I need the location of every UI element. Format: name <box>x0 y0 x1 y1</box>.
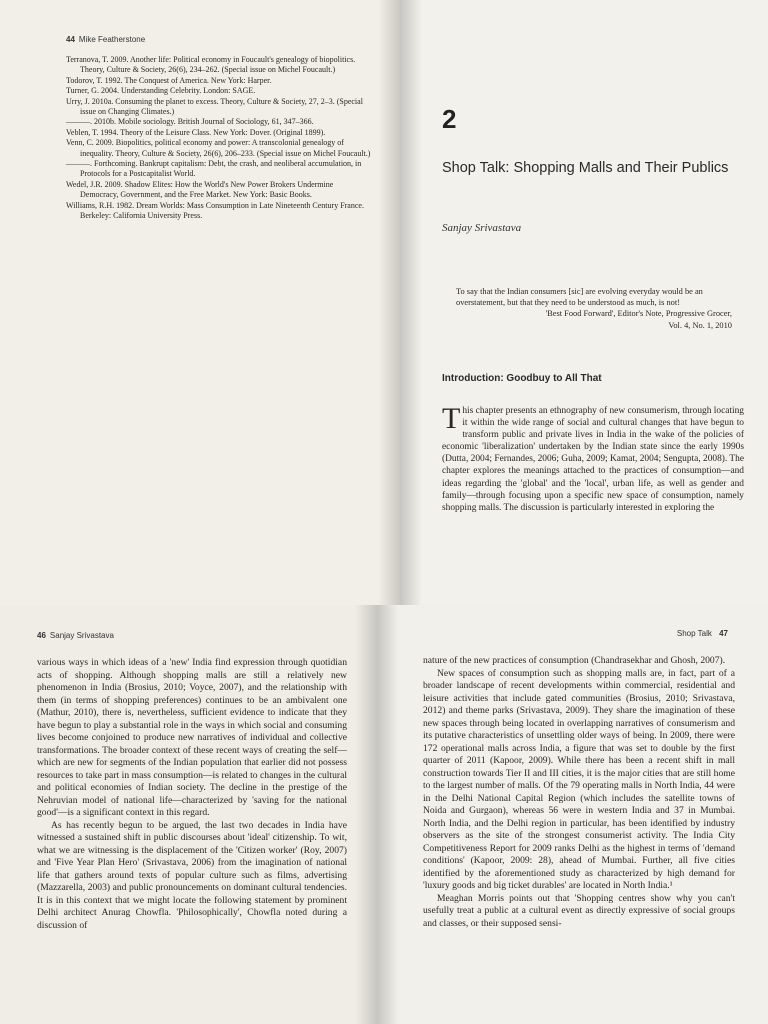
page-45 <box>400 0 768 605</box>
page-number: 47 <box>719 629 728 638</box>
paragraph: Meaghan Morris points out that 'Shopping centres show why you can't usefully treat a public at a cultural event as directly expressive of social groups and classes, or their supposed sensi- <box>423 892 735 929</box>
paragraph: various ways in which ideas of a 'new' India find expression through quotidian acts of shopping. Although shopping malls are still a relatively new phenomenon in India (Brosius, 2010; Voyce, 2007), and the relationship with them (in terms of shopping preferences) continues to be an ambivalent one (Mathur, 2010), there is, nevertheless, sufficient evidence to indicate that they have begun to play a substantial role in the ways in which social and consuming lives become conjoined to produce new narratives of individual and collective transformations. The broader context of these recent ways of creating the self—which are new for segments of the Indian population that earlier did not possess resources to take part in mass consumption—is related to changes in the cultural and political economies of Indian society. The decline in the prestige of the Nehruvian model of national life—characterized by 'saving for the national good'—is a significant context in this regard. <box>37 657 347 818</box>
reference-entry: Venn, C. 2009. Biopolitics, political economy and power: A transcolonial genealogy of inequality. Theory, Culture & Society, 26(6), 206–233. (Special issue on Michel Foucault.) <box>66 138 371 158</box>
paragraph: New spaces of consumption such as shopping malls are, in fact, part of a broader landscape of recent developments within commercial, residential and leisure activities that include gated communities (Brosius, 2010; Srivastava, 2012) and theme parks (Srivastava, 2009). They share the imagination of these new spaces through being located in overlapping narratives of consumerism and its putative characteristics of unsettling older ways of being. In 2009, there were 172 operational malls across India, a figure that was set to double by the first quarter of 2011 (Kapoor, 2009). While there has been a recent shift in mall construction towards Tier II and III cities, it is the major cities that are still home to the largest number of malls. Of the 79 operating malls in North India, 44 were in the Delhi National Capital Region (which includes the satellite towns of Noida and Gurgaon), whereas 56 were in western India and 37 in Mumbai. North India, and the Delhi region in particular, has been identified by industry observers as the site of the strongest consumerist activity. The India City Competitiveness Report for 2009 ranks Delhi as the highest in terms of 'demand conditions' (Kapoor, 2009: 28), ahead of Mumbai. Further, all five cities identified by the aforementioned study as characterized by high demand for 'luxury goods and big ticket durables' are located in North India.¹ <box>423 667 735 891</box>
page-gutter-shadow <box>378 0 400 605</box>
reference-list <box>66 55 372 222</box>
reference-entry: Veblen, T. 1994. Theory of the Leisure Class. New York: Dover. (Original 1899). <box>66 127 326 137</box>
page-44 <box>0 0 400 605</box>
epigraph-source-issue: Vol. 4, No. 1, 2010 <box>668 320 732 330</box>
drop-cap: T <box>442 402 461 435</box>
body-text <box>423 655 735 930</box>
chapter-title: Shop Talk: Shopping Malls and Their Publics <box>442 160 729 176</box>
running-head-text: Shop Talk <box>676 629 712 638</box>
page-number: 46 <box>37 631 46 640</box>
reference-entry: Williams, R.H. 1982. Dream Worlds: Mass Consumption in Late Nineteenth Century France. Berkeley: California University Press. <box>66 200 364 221</box>
chapter-number: 2 <box>442 104 457 134</box>
paragraph: his chapter presents an ethnography of new consumerism, through locating it within the wide range of social and cultural changes that have begun to transform public and private lives in India in the wake of the policies of economic 'liberalization' undertaken by the Indian state since the early 1990s (Dutta, 2004; Fernandes, 2006; Guha, 2009; Kamat, 2004; Sengupta, 2008). The chapter explores the meanings attached to the practices of consumption—and ideas regarding the 'global' and the 'local', urban life, as well as gender and family—through focusing upon a specific new space of consumption, namely shopping malls. The discussion is particularly interested in exploring the <box>442 406 744 513</box>
page-gutter-shadow <box>400 0 422 605</box>
reference-entry: Wedel, J.R. 2009. Shadow Elites: How the World's New Power Brokers Undermine Democracy, Government, and the Free Market. New York: Basic Books. <box>66 179 334 200</box>
page-gutter-shadow <box>377 605 399 1024</box>
paragraph: nature of the new practices of consumption (Chandrasekhar and Ghosh, 2007). <box>423 655 726 666</box>
body-text <box>37 657 347 932</box>
running-head <box>66 35 145 44</box>
epigraph <box>456 286 732 331</box>
page-gutter-shadow <box>355 605 377 1024</box>
chapter-author: Sanjay Srivastava <box>442 222 522 234</box>
page-number: 44 <box>66 35 75 44</box>
running-head <box>37 631 114 640</box>
reference-entry: Todorov, T. 1992. The Conquest of America. New York: Harper. <box>66 75 272 85</box>
page-46 <box>0 605 377 1024</box>
reference-entry: Turner, G. 2004. Understanding Celebrity. London: SAGE. <box>66 86 256 96</box>
running-head <box>677 629 728 638</box>
section-heading: Introduction: Goodbuy to All That <box>442 373 602 384</box>
body-text <box>442 402 744 514</box>
paragraph: As has recently begun to be argued, the last two decades in India have witnessed a sustained shift in public discourses about 'ideal' citizenship. To wit, what we are witnessing is the displacement of the 'Citizen worker' (Roy, 2007) and 'Five Year Plan Hero' (Srivastava, 2006) from the imagination of national life that gathers around texts of popular culture such as films, advertising (Mazzarella, 2003) and public pronouncements on dominant cultural tendencies. It is in this context that we might locate the following statement by prominent Delhi architect Anurag Chowfla. 'Philosophically', Chowfla noted during a discussion of <box>37 819 347 931</box>
reference-entry: Terranova, T. 2009. Another life: Political economy in Foucault's genealogy of biopolitics. Theory, Culture & Society, 26(6), 234–262. (Special issue on Michel Foucault.) <box>66 55 356 75</box>
reference-entry: Urry, J. 2010a. Consuming the planet to excess. Theory, Culture & Society, 27, 2–3. (Special issue on Changing Climates.) <box>66 96 363 117</box>
reference-entry: ———. 2010b. Mobile sociology. British Journal of Sociology, 61, 347–366. <box>66 117 314 127</box>
epigraph-quote: To say that the Indian consumers [sic] are evolving everyday would be an overstatement, but that they need to be understood as much, is not! <box>456 287 703 308</box>
running-head-text: Mike Featherstone <box>78 35 146 44</box>
epigraph-source: 'Best Food Forward', Editor's Note, Progressive Grocer, <box>545 309 732 319</box>
page-47 <box>377 605 768 1024</box>
running-head-text: Sanjay Srivastava <box>49 631 114 640</box>
reference-entry: ———. Forthcoming. Bankrupt capitalism: Debt, the crash, and neoliberal accumulation, in Protocols for a Postcapitalist World. <box>66 159 362 179</box>
